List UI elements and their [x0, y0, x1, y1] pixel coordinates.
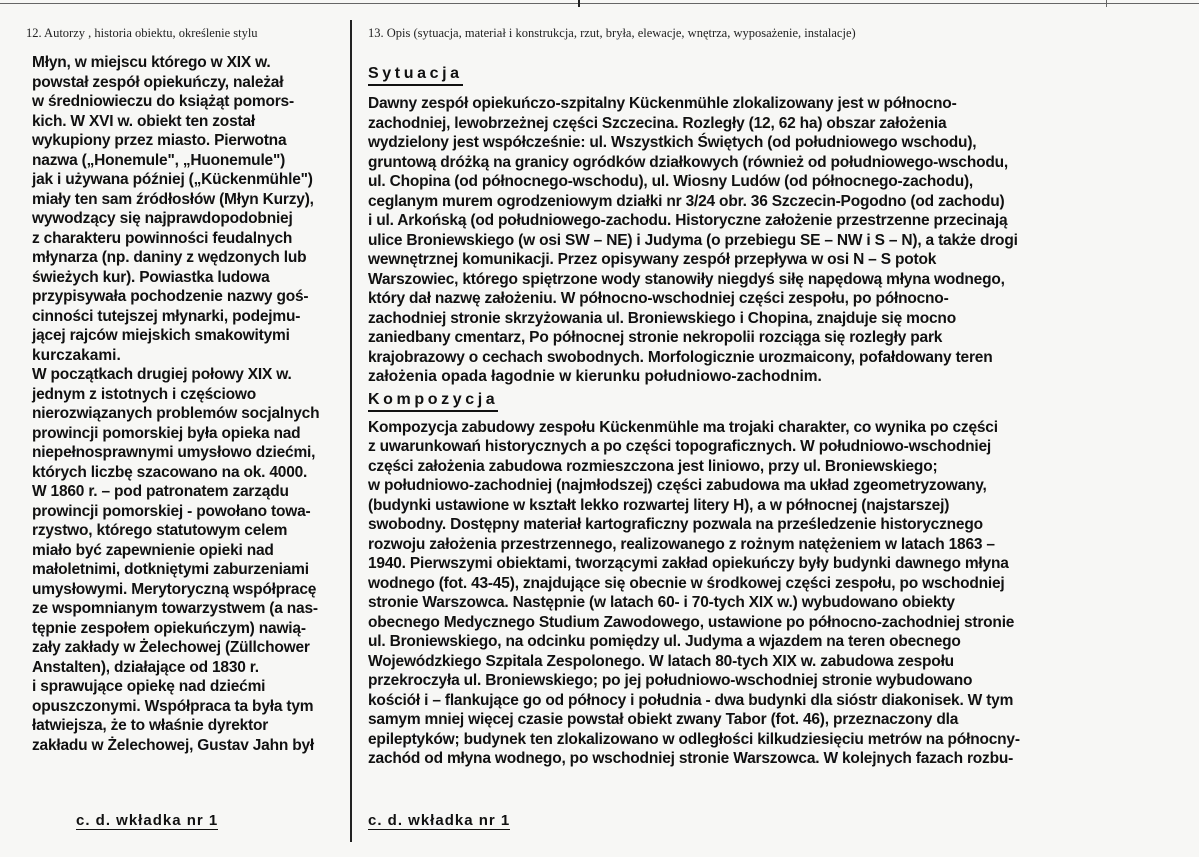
text-line: młynarza (np. daniny z wędzonych lub [32, 249, 307, 266]
text-line: których liczbę szacowano na ok. 4000. [32, 463, 308, 481]
text-line: swobodny. Dostępny materiał kartograficzny pozwala na prześledzenie historycznego [368, 516, 983, 533]
text-line: umysłowymi. Merytoryczną współpracę [32, 580, 317, 598]
text-line: z uwarunkowań historycznych a po części topograficznych. W południowo-wschodniej [368, 438, 992, 455]
field-13-label: 13. Opis (sytuacja, materiał i konstrukcja, rzut, bryła, elewacje, wnętrza, wyposażenie, instalacje) [368, 26, 856, 40]
text-line: ul. Broniewskiego, na odcinku pomiędzy ul. Judyma a wjazdem na teren obecnego [368, 633, 961, 650]
text-line: zachodniej, lewobrzeżnej części Szczecina. Rozległy (12, 62 ha) obszar założenia [368, 114, 947, 132]
continued-note-left: c. d. wkładka nr 1 [76, 812, 219, 829]
text-line: samym mniej więcej czasie powstał obiekt zwany Tabor (fot. 46), przeznaczony dla [368, 711, 959, 728]
top-frame-line [0, 3, 1199, 4]
text-line: wykupiony przez miasto. Pierwotna [32, 132, 287, 149]
text-line: ze wspomnianym towarzystwem (a nas- [32, 600, 318, 617]
right-column [368, 26, 1184, 769]
text-line: Młyn, w miejscu którego w XIX w. [32, 54, 271, 71]
text-line: i ul. Arkońską (od południowego-zachodu. Historyczne założenie przestrzenne przecinają [368, 212, 1008, 229]
situation-heading: Sytuacja [368, 65, 463, 86]
left-column [24, 26, 344, 755]
text-line: tępnie zespołem opiekuńczym) nawią- [32, 619, 306, 637]
text-line: miały ten sam źródłosłów (Młyn Kurzy), [32, 190, 314, 208]
text-line: zachodniej stronie skrzyżowania ul. Broniewskiego i Chopina, znajduje się mocno [368, 309, 956, 327]
text-line: założenia opada łagodnie w kierunku południowo-zachodnim. [368, 368, 822, 385]
history-text [32, 53, 344, 755]
text-line: zały zakłady w Żelechowej (Züllchower [32, 639, 310, 656]
text-line: powstał zespół opiekuńczy, należał [32, 73, 284, 91]
text-line: ul. Chopina (od północnego-wschodu), ul. Wiosny Ludów (od północnego-zachodu), [368, 173, 974, 190]
text-line: przekroczyła ul. Broniewskiego; po jej południowo-wschodniej stronie wybudowano [368, 672, 973, 689]
column-divider [350, 20, 352, 842]
text-line: Wojewódzkiego Szpitala Zespolonego. W latach 80-tych XIX w. zabudowa zespołu [368, 652, 954, 670]
text-line: Warszowiec, którego spiętrzone wody stanowiły niegdyś siłę napędową młyna wodnego, [368, 270, 1005, 288]
text-line: ceglanym murem ogrodzeniowym działki nr 3/24 obr. 36 Szczecin-Pogodno (od zachodu) [368, 192, 1005, 210]
text-line: 1940. Pierwszymi obiektami, tworzącymi zakład opiekuńczy były budynki dawnego młyna [368, 555, 1009, 572]
text-line: kościół i – flankujące go od północy i południa - dwa budynki dla sióstr diakonisek. W tym [368, 691, 1014, 709]
text-line: kurczakami. [32, 346, 121, 364]
composition-heading: Kompozycja [368, 391, 498, 412]
text-line: krajobrazowy o cechach swobodnych. Morfologicznie urozmaicony, pofałdowany teren [368, 348, 993, 366]
continued-note-right: c. d. wkładka nr 1 [368, 812, 511, 829]
text-line: i sprawujące opiekę nad dziećmi [32, 678, 266, 695]
text-line: Dawny zespół opiekuńczo-szpitalny Kückenmühle zlokalizowany jest w północno- [368, 95, 957, 112]
text-line: cinności tutejszej młynarki, podejmu- [32, 307, 301, 325]
top-frame-border [0, 0, 1199, 14]
text-line: jednym z istotnych i częściowo [32, 385, 256, 403]
field-12-label: 12. Autorzy , historia obiektu, określenie stylu [26, 26, 258, 40]
text-line: kich. W XVI w. obiekt ten został [32, 112, 255, 130]
text-line: (budynki ustawione w kształt lekko rozwartej litery H), a w północnej (najstarszej) [368, 496, 950, 514]
text-line: z charakteru powinności feudalnych [32, 229, 293, 247]
text-line: nierozwiązanych problemów socjalnych [32, 405, 320, 422]
top-frame-tick-right [1106, 0, 1107, 7]
text-line: wydzielony jest współcześnie: ul. Wszystkich Świętych (od południowego wschodu), [368, 134, 977, 151]
text-line: rozwoju założenia przestrzennego, realizowanego z rożnym natężeniem w latach 1863 – [368, 535, 995, 553]
text-line: przypisywała pochodzenie nazwy goś- [32, 288, 309, 305]
text-line: obecnego Medycznego Studium Zawodowego, ustawione po północno-zachodniej stronie [368, 613, 1015, 631]
text-line: opuszczonymi. Współpraca ta była tym [32, 697, 314, 715]
text-line: gruntową dróżką na granicy ogródków działkowych (również od południowego-wschodu, [368, 153, 1008, 171]
situation-text [368, 94, 1184, 387]
text-line: łatwiejsza, że to właśnie dyrektor [32, 717, 269, 734]
composition-text [368, 418, 1184, 769]
text-line: zaniedbany cmentarz, Po północnej stronie nekropolii rozciąga się rozległy park [368, 329, 943, 346]
text-line: zachód od młyna wodnego, po wschodniej stronie Warszowca. W kolejnych fazach rozbu- [368, 750, 1014, 767]
text-line: wewnętrznej komunikacji. Przez opisywany zespół przepływa w osi N – S potok [368, 251, 937, 268]
text-line: rzystwo, którego statutowym celem [32, 522, 288, 539]
text-line: prowincji pomorskiej była opieka nad [32, 424, 301, 442]
text-line: który dał nazwę założeniu. W północno-wschodniej części zespołu, po północno- [368, 290, 949, 307]
text-line: zakładu w Żelechowej, Gustav Jahn był [32, 736, 315, 754]
text-line: prowincji pomorskiej - powołano towa- [32, 502, 311, 520]
text-line: nazwa („Honemule", „Huonemule") [32, 151, 286, 169]
text-line: wywodzący się najprawdopodobniej [32, 210, 293, 227]
text-line: miało być zapewnienie opieki nad [32, 541, 274, 559]
text-line: W początkach drugiej połowy XIX w. [32, 366, 292, 383]
text-line: w średniowieczu do książąt pomors- [32, 93, 294, 110]
text-line: niepełnosprawnymi umysłowo dziećmi, [32, 444, 316, 461]
text-line: części założenia zabudowa rozmieszczona jest liniowo, przy ul. Broniewskiego; [368, 457, 938, 475]
text-line: stronie Warszowca. Następnie (w latach 60- i 70-tych XIX w.) wybudowano obiekty [368, 594, 955, 611]
text-line: ulice Broniewskiego (w osi SW – NE) i Judyma (o przebiegu SE – NW i S – N), a także drogi [368, 231, 1018, 249]
text-line: Anstalten), działające od 1830 r. [32, 658, 259, 676]
text-line: małoletnimi, dotkniętymi zaburzeniami [32, 561, 309, 578]
text-line: Kompozycja zabudowy zespołu Kückenmühle ma trojaki charakter, co wynika po części [368, 418, 998, 436]
text-line: świeżych kur). Powiastka ludowa [32, 268, 270, 286]
text-line: epileptyków; budynek ten zlokalizowano w odległości kilkudziesięciu metrów na północny- [368, 730, 1020, 748]
text-line: W 1860 r. – pod patronatem zarządu [32, 483, 289, 500]
text-line: jącej rajców miejskich smakowitymi [32, 327, 290, 344]
text-line: wodnego (fot. 43-45), znajdujące się obecnie w środkowej części zespołu, po wschodniej [368, 574, 1005, 592]
text-line: w południowo-zachodniej (najmłodszej) części zabudowa ma układ zgeometryzowany, [368, 477, 987, 494]
top-frame-tick [578, 0, 580, 7]
text-line: jak i używana później („Kückenmühle") [32, 171, 313, 188]
